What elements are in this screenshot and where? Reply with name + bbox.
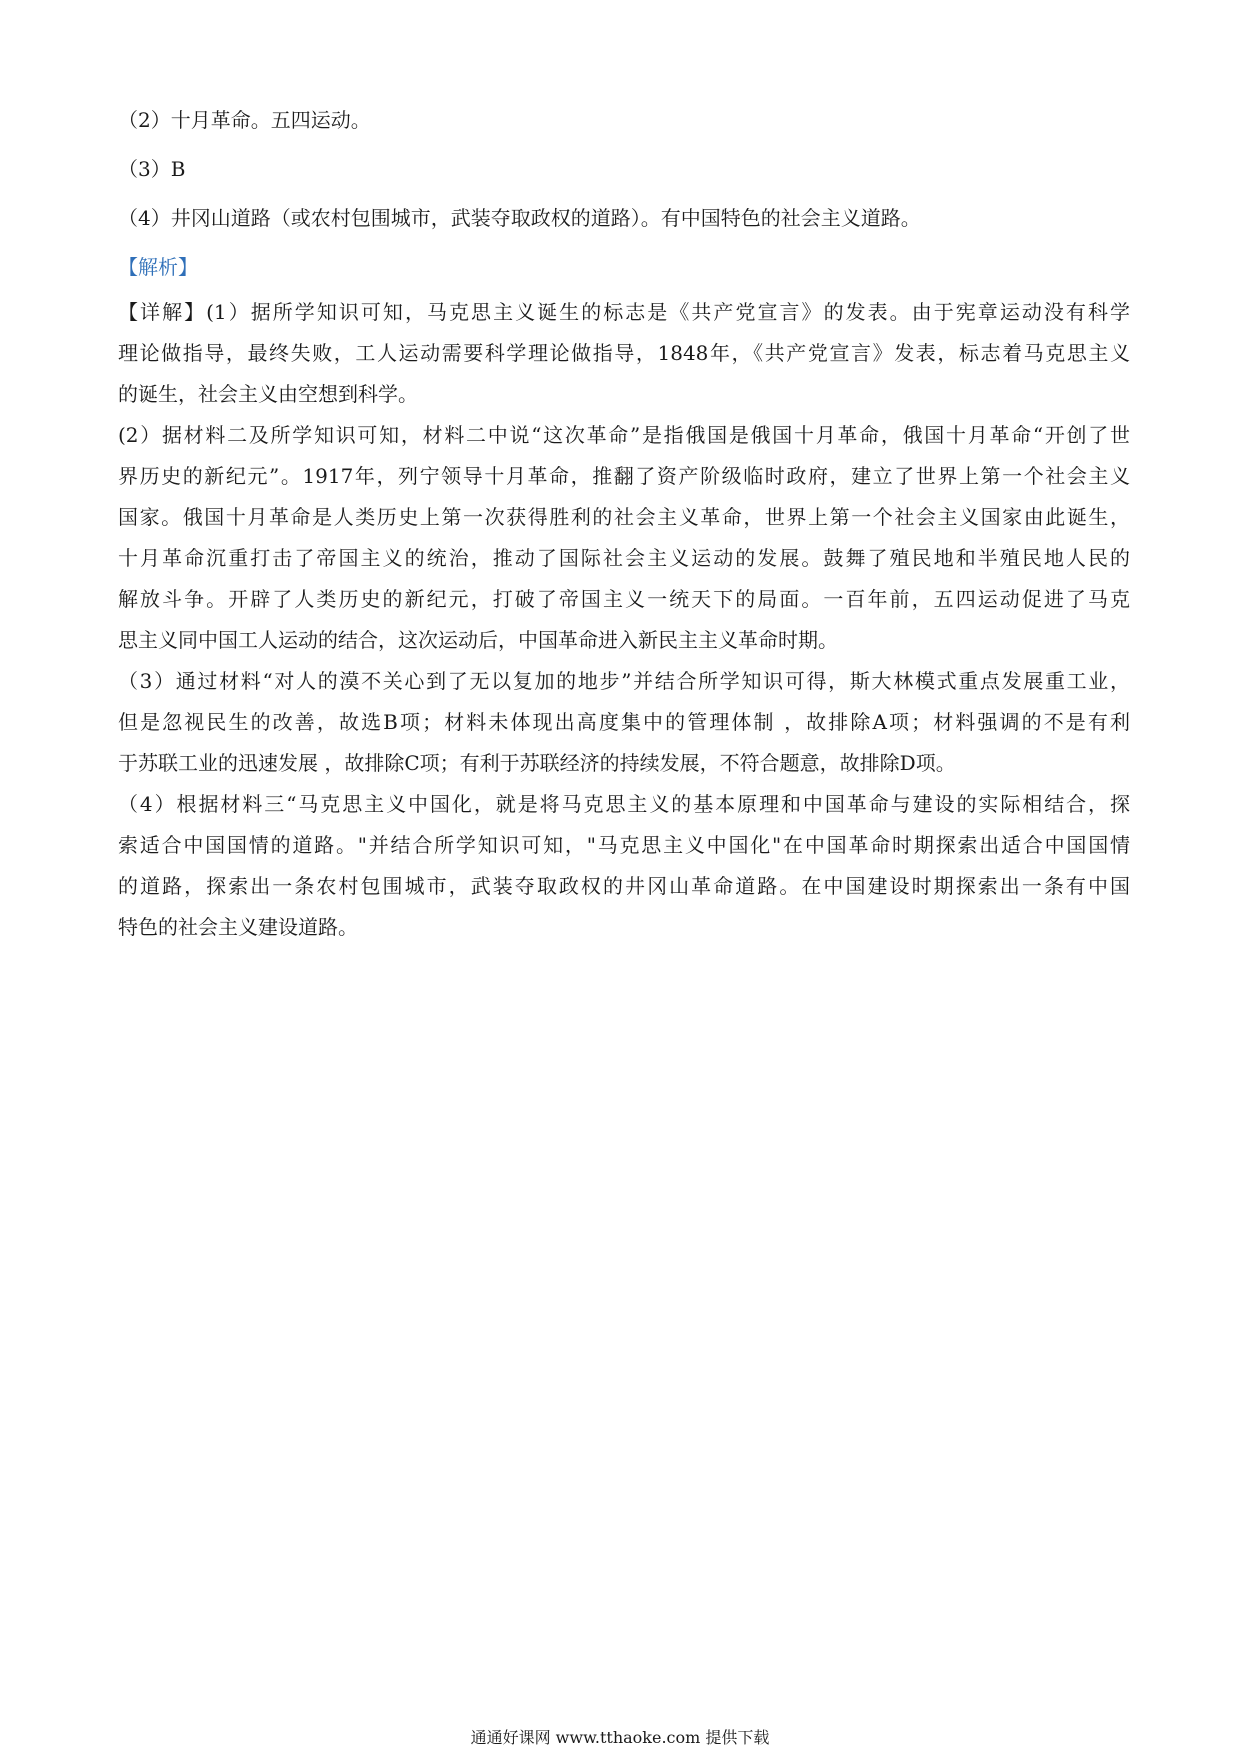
- detail-paragraph-1-line: 理论做指导，最终失败，工人运动需要科学理论做指导，1848年，《共产党宣言》发表，标志着马克思主义: [118, 341, 1130, 365]
- footer-watermark: 通通好课网 www.tthaoke.com 提供下载: [470, 1728, 770, 1747]
- detail-paragraph-1-line: 的诞生，社会主义由空想到科学。: [118, 382, 418, 406]
- detail-paragraph-3-line: 但是忽视民生的改善，故选B项；材料未体现出高度集中的管理体制 ，故排除A项；材料强调的不是有利: [118, 710, 1130, 734]
- detail-paragraph-1: [118, 296, 1130, 410]
- detail-paragraph-4-line: 特色的社会主义建设道路。: [118, 915, 358, 939]
- answer-content: [118, 100, 1130, 952]
- detail-paragraph-3-line: 于苏联工业的迅速发展 ，故排除C项；有利于苏联经济的持续发展，不符合题意，故排除D项。: [118, 751, 956, 775]
- detail-paragraph-2-line: 十月革命沉重打击了帝国主义的统治，推动了国际社会主义运动的发展。鼓舞了殖民地和半殖民地人民的: [118, 546, 1130, 570]
- detail-paragraph-4-line: （4）根据材料三“马克思主义中国化，就是将马克思主义的基本原理和中国革命与建设的实际相结合，探: [118, 792, 1130, 816]
- detail-paragraph-4-line: 的道路，探索出一条农村包围城市，武装夺取政权的井冈山革命道路。在中国建设时期探索出一条有中国: [118, 874, 1130, 898]
- detail-paragraph-2-line: (2）据材料二及所学知识可知，材料二中说“这次革命”是指俄国是俄国十月革命，俄国十月革命“开创了世: [118, 423, 1130, 447]
- detail-paragraph-4-line: 索适合中国国情的道路。"并结合所学知识可知，"马克思主义中国化"在中国革命时期探索出适合中国国情: [118, 833, 1130, 857]
- detail-paragraph-3: [118, 665, 1130, 779]
- detail-paragraph-3-line: （3）通过材料“对人的漠不关心到了无以复加的地步”并结合所学知识可得，斯大林模式重点发展重工业，: [118, 669, 1130, 693]
- detail-paragraph-2-line: 界历史的新纪元”。1917年，列宁领导十月革命，推翻了资产阶级临时政府，建立了世界上第一个社会主义: [118, 464, 1130, 488]
- detail-paragraph-2-line: 解放斗争。开辟了人类历史的新纪元，打破了帝国主义一统天下的局面。一百年前，五四运动促进了马克: [118, 587, 1130, 611]
- detail-paragraph-4: [118, 788, 1130, 943]
- detail-paragraph-1-line: 【详解】(1）据所学知识可知，马克思主义诞生的标志是《共产党宣言》的发表。由于宪章运动没有科学: [118, 300, 1130, 324]
- detail-paragraph-2: [118, 419, 1130, 656]
- answer-4: （4）井冈山道路（或农村包围城市，武装夺取政权的道路）。有中国特色的社会主义道路。: [118, 206, 921, 230]
- detail-paragraph-2-line: 国家。俄国十月革命是人类历史上第一次获得胜利的社会主义革命，世界上第一个社会主义国家由此诞生，: [118, 505, 1130, 529]
- detail-paragraph-2-line: 思主义同中国工人运动的结合，这次运动后，中国革命进入新民主主义革命时期。: [118, 628, 838, 652]
- answer-2: （2）十月革命。五四运动。: [118, 108, 371, 132]
- answer-3: （3）B: [118, 157, 186, 181]
- analysis-heading: 【解析】: [118, 255, 198, 279]
